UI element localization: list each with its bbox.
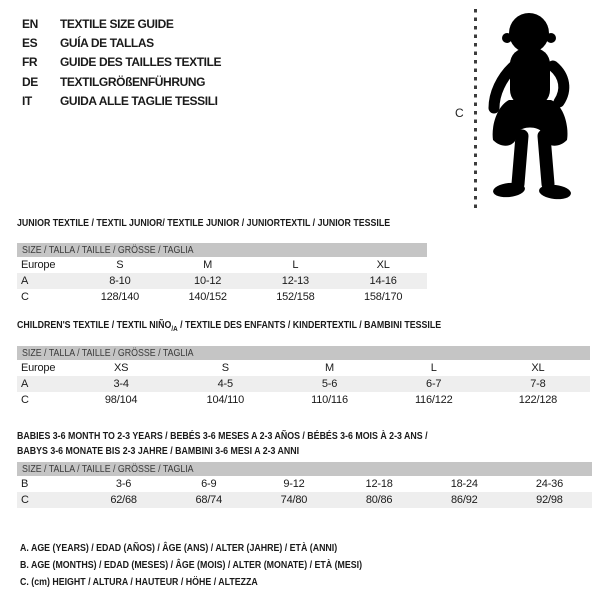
language-row [22,73,221,92]
footnote-a [20,540,427,557]
table-row [17,289,427,305]
table-cell: 10-12 [194,275,222,287]
babies-section [17,429,564,506]
table-cell: XS [113,362,129,374]
table-cell: 86/92 [451,494,478,506]
table-cell: XL [531,362,545,374]
size-header-bar [17,346,590,360]
size-header-text: SIZE / TALLA / TAILLE / GRÖSSE / TAGLIA [22,463,194,475]
language-code: IT [22,93,32,108]
language-row [22,34,221,53]
size-header-text: SIZE / TALLA / TAILLE / GRÖSSE / TAGLIA [22,347,194,359]
babies-size-table [17,462,592,508]
table-cell: 158/170 [363,291,403,303]
language-row [22,92,221,111]
size-header-text: SIZE / TALLA / TAILLE / GRÖSSE / TAGLIA [22,244,194,256]
language-legend [22,15,221,111]
table-cell: 98/104 [104,394,138,406]
table-cell: 140/152 [188,291,227,303]
footnotes [20,540,427,591]
footnote-b-text: B. AGE (MONTHS) / EDAD (MESES) / ÂGE (MOIS) / ALTER (MONATE) / ETÀ (MESI) [20,559,363,571]
table-cell: 104/110 [206,394,245,406]
table-row [17,392,590,408]
babies-heading-line2: BABYS 3-6 MONATE BIS 2-3 JAHRE / BAMBINI 3-6 MESI A 2-3 ANNI [17,445,300,457]
table-row [17,376,590,392]
height-measure-dotted-line [474,9,477,211]
table-cell: 7-8 [530,378,546,390]
row-label: A [21,275,29,287]
table-cell: 68/74 [195,494,223,506]
table-cell: 6-9 [201,478,217,490]
table-cell: 3-4 [113,378,129,390]
size-header-bar [17,462,592,476]
table-cell: 110/116 [311,394,348,406]
table-cell: 18-24 [450,478,478,490]
children-heading-suffix: / TEXTILE DES ENFANTS / KINDERTEXTIL / BAMBINI TESSILE [177,319,442,331]
language-code: DE [22,74,38,89]
footnote-c [20,574,427,591]
row-label: C [21,291,29,303]
table-row [17,273,427,289]
row-label: C [21,494,29,506]
children-heading-prefix: CHILDREN'S TEXTILE / TEXTIL NIÑO [17,319,172,331]
table-cell: 122/128 [518,394,558,406]
size-header-bar [17,243,427,257]
row-label: B [21,478,29,490]
row-label: C [21,394,29,406]
table-cell: 62/68 [110,494,137,506]
junior-heading [17,217,461,230]
height-measure-label: C [455,106,464,120]
junior-section [17,217,461,303]
language-code: FR [22,55,38,70]
table-cell: 80/86 [365,494,393,506]
toddler-silhouette-icon [481,8,591,208]
language-title: GUÍA DE TALLAS [60,36,154,51]
row-label: Europe [21,259,56,271]
language-title: GUIDA ALLE TAGLIE TESSILI [60,93,218,108]
table-cell: 116/122 [414,394,453,406]
junior-heading-text: JUNIOR TEXTILE / TEXTIL JUNIOR/ TEXTILE JUNIOR / JUNIORTEXTIL / JUNIOR TESSILE [17,217,391,229]
table-cell: 14-16 [369,275,397,287]
language-row [22,15,221,34]
table-cell: 128/140 [100,291,140,303]
table-cell: 12-13 [281,275,309,287]
row-label: Europe [21,362,56,374]
language-title: TEXTILE SIZE GUIDE [60,17,174,31]
language-code: EN [22,17,38,31]
table-cell: 8-10 [109,275,131,287]
table-cell: 6-7 [426,378,442,390]
table-row [17,492,592,508]
table-cell: M [325,362,334,374]
table-cell: 152/158 [276,291,315,303]
children-section [17,319,558,406]
table-cell: 5-6 [321,378,338,390]
table-cell: M [203,259,213,271]
table-row [17,257,427,273]
table-row [17,476,592,492]
table-cell: L [292,259,299,271]
table-cell: S [221,362,229,374]
language-title: GUIDE DES TAILLES TEXTILE [60,55,222,70]
table-cell: S [116,259,124,271]
children-heading-text [17,319,441,335]
table-cell: 24-36 [535,478,564,490]
table-cell: 12-18 [365,478,393,490]
footnote-c-text: C. (cm) HEIGHT / ALTURA / HAUTEUR / HÖHE / ALTEZZA [20,576,258,588]
footnote-a-text: A. AGE (YEARS) / EDAD (AÑOS) / ÂGE (ANS) / ALTER (JAHRE) / ETÀ (ANNI) [20,542,338,554]
babies-heading-line1: BABIES 3-6 MONTH TO 2-3 YEARS / BEBÉS 3-6 MESES A 2-3 AÑOS / BÉBÉS 3-6 MOIS À 2-3 ANS / [17,430,428,442]
footnote-b [20,557,427,574]
language-title: TEXTILGRÖßENFÜHRUNG [60,74,206,89]
table-cell: 74/80 [280,494,308,506]
table-cell: 4-5 [217,378,233,390]
table-cell: XL [376,259,390,271]
language-code: ES [22,36,38,51]
children-heading-sub: /A [171,324,178,334]
babies-heading [17,429,506,459]
row-label: A [21,378,29,390]
table-row [17,360,590,376]
children-size-table [17,346,590,408]
children-heading [17,319,522,335]
table-cell: 3-6 [115,478,132,490]
table-cell: 92/98 [536,494,563,506]
language-row [22,53,221,72]
table-cell: L [430,362,437,374]
table-cell: 9-12 [283,478,305,490]
junior-size-table [17,243,427,305]
